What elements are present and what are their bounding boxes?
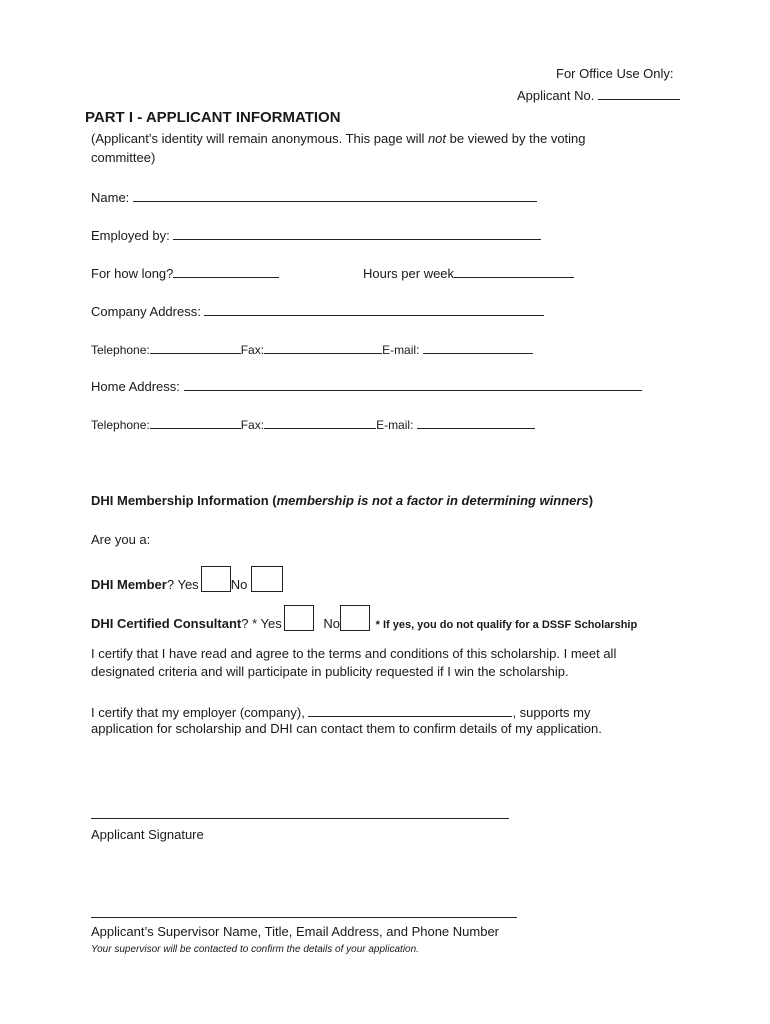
company-address-label: Company Address: [91, 304, 201, 319]
home-address-field[interactable] [184, 377, 642, 391]
membership-heading-b: ) [588, 493, 594, 508]
supervisor-contact-note: Your supervisor will be contacted to confirm the details of your application. [91, 944, 419, 955]
employed-by-label: Employed by: [91, 228, 170, 243]
company-telephone-field[interactable] [150, 340, 241, 354]
how-long-label: For how long? [91, 266, 174, 281]
certified-consultant-question: ? * Yes [241, 616, 282, 631]
certify-terms-line2: designated criteria and will participate in publicity requested if I win the scholarship. [91, 664, 569, 679]
anonymity-note-not: not [427, 131, 447, 146]
home-contact-row [91, 415, 535, 432]
certified-consultant-no-label: No [323, 616, 340, 631]
certified-consultant-label: DHI Certified Consultant [91, 616, 242, 631]
home-email-field[interactable] [417, 415, 535, 429]
dhi-member-no-label: No [230, 577, 248, 592]
name-label: Name: [91, 190, 130, 205]
company-fax-label: Fax: [240, 343, 265, 357]
company-email-field[interactable] [423, 340, 533, 354]
company-address-field[interactable] [204, 302, 544, 316]
hours-row [363, 264, 574, 281]
applicant-no-label: Applicant No. [517, 88, 595, 103]
home-telephone-label: Telephone: [91, 418, 150, 432]
employed-by-field[interactable] [173, 226, 541, 240]
applicant-no-field[interactable] [598, 86, 680, 100]
hours-per-week-label: Hours per week [363, 266, 455, 281]
home-address-row [91, 377, 642, 394]
name-row [91, 188, 537, 205]
membership-heading [91, 493, 593, 508]
company-fax-field[interactable] [264, 340, 382, 354]
supervisor-info-label: Applicant’s Supervisor Name, Title, Email Address, and Phone Number [91, 924, 500, 939]
employer-company-field[interactable] [308, 703, 512, 717]
home-address-label: Home Address: [91, 379, 180, 394]
certify-employer-text-a: I certify that my employer (company), [91, 705, 309, 720]
dhi-member-question: ? Yes [166, 577, 199, 592]
certify-employer-text-b: , supports my [512, 705, 591, 720]
home-fax-label: Fax: [240, 418, 265, 432]
dhi-member-row [91, 566, 283, 592]
company-email-label: E-mail: [382, 343, 420, 357]
anonymity-note-line2: committee) [91, 150, 156, 165]
certified-consultant-no-checkbox[interactable] [340, 605, 370, 631]
certified-consultant-row [91, 605, 637, 631]
home-telephone-field[interactable] [150, 415, 241, 429]
applicant-no-row [517, 86, 680, 103]
home-fax-field[interactable] [264, 415, 376, 429]
company-address-row [91, 302, 544, 319]
home-email-label: E-mail: [376, 418, 414, 432]
certify-employer-line2: application for scholarship and DHI can contact them to confirm details of my application. [91, 721, 602, 736]
how-long-field[interactable] [173, 264, 279, 278]
anonymity-note-text-a: (Applicant’s identity will remain anonymous. This page will [91, 131, 428, 146]
membership-heading-em: membership is not a factor in determining winners [276, 493, 589, 508]
hours-per-week-field[interactable] [454, 264, 574, 278]
applicant-signature-field[interactable] [91, 818, 509, 819]
page-title: PART I - APPLICANT INFORMATION [85, 109, 341, 126]
name-field[interactable] [133, 188, 537, 202]
anonymity-note [91, 131, 586, 146]
dhi-member-no-checkbox[interactable] [251, 566, 283, 592]
certified-consultant-yes-checkbox[interactable] [284, 605, 314, 631]
dhi-member-yes-checkbox[interactable] [201, 566, 231, 592]
are-you-label: Are you a: [91, 532, 151, 547]
supervisor-info-field[interactable] [91, 917, 517, 918]
membership-heading-a: DHI Membership Information ( [91, 493, 277, 508]
employed-by-row [91, 226, 541, 243]
applicant-signature-label: Applicant Signature [91, 827, 204, 842]
company-telephone-label: Telephone: [91, 343, 150, 357]
how-long-row [91, 264, 279, 281]
dssf-disqualify-note: * If yes, you do not qualify for a DSSF Scholarship [375, 619, 638, 631]
dhi-member-label: DHI Member [91, 577, 167, 592]
company-contact-row [91, 340, 533, 357]
certify-terms-line1: I certify that I have read and agree to the terms and conditions of this scholarship. I meet all [91, 646, 617, 661]
anonymity-note-text-b: be viewed by the voting [446, 131, 586, 146]
office-use-label: For Office Use Only: [556, 66, 674, 81]
certify-employer-line1 [91, 703, 590, 720]
